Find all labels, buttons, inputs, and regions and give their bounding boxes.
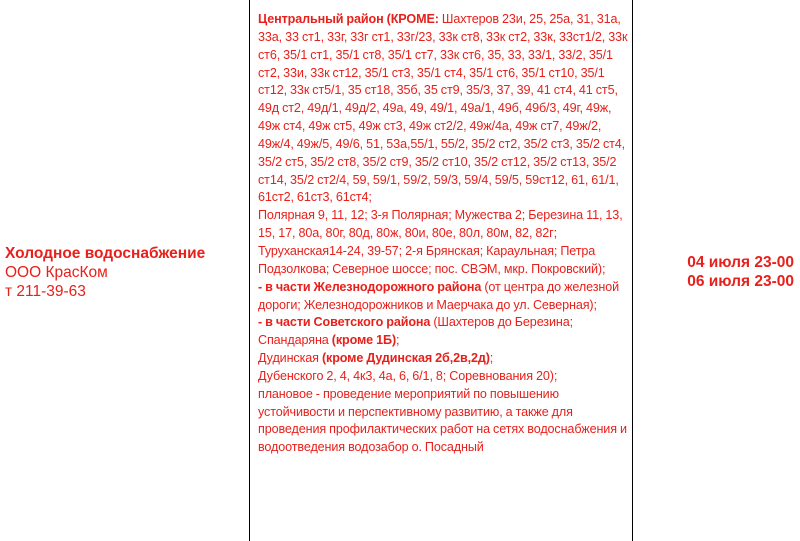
dubenskogo-text: Дубенского 2, 4, 4к3, 4а, 6, 6/1, 8; Соревнования 20); <box>258 368 558 383</box>
dudinskaya-exception: (кроме Дудинская 2б,2в,2д) <box>321 351 490 366</box>
service-phone: т 211-39-63 <box>5 283 86 300</box>
polar-addresses: Полярная 9, 11, 12; 3-я Полярная; Мужества 2; Березина 11, 13, 15, 17, 80а, 80г, 80д, 80ж, 80и, 80е, 80л, 80м, 82, 82г; Туруханская14-24, 39-57; 2-я Брянская; Караульная; Петра Подзолкова; Северное шоссе; пос. СВЭМ, мкр. Покровский); <box>258 208 623 276</box>
dudinskaya-end: ; <box>489 351 494 366</box>
central-district-addresses: Шахтеров 23и, 25, 25а, 31, 31а, 33а, 33 ст1, 33г, 33г ст1, 33г/23, 33к ст8, 33к ст2, 33к, 33ст1/2, 33к ст6, 35/1 ст1, 35/1 ст8, 35/1 ст7, 33к ст6, 35, 33, 33/1, 33/2, 35/1 ст2, 33и, 33к ст12, 35/1 ст3, 35/1 ст4, 35/1 ст6, 35/1 ст10, 35/1 ст12, 33к ст5/1, 35 ст18, 35б, 35 ст9, 35/3, 37, 39, 41 ст4, 41 ст5, 49д ст2, 49д/1, 49д/2, 49а, 49, 49/1, 49а/1, 49б, 49б/3, 49г, 49ж, 49ж ст4, 49ж ст5, 49ж ст3, 49ж ст2/2, 49ж/4а, 49ж ст7, 49ж/2, 49ж/4, 49ж/5, 49/6, 51, 53а,55/1, 55/2, 35/2 ст2, 35/2 ст3, 35/2 ст4, 35/2 ст5, 35/2 ст8, 35/2 ст9, 35/2 ст10, 35/2 ст12, 35/2 ст13, 35/2 ст14, 35/2 ст2/4, 59, 59/1, 59/2, 59/3, 59/4, 59/5, 59ст12, 61, 61/1, 61ст2, 61ст3, 61ст4; <box>258 12 628 205</box>
service-title: Холодное водоснабжение <box>5 245 206 262</box>
central-district-label: Центральный район (КРОМЕ: <box>258 12 439 26</box>
column-divider-left <box>249 0 250 541</box>
service-cell <box>5 244 245 301</box>
planned-reason: плановое - проведение мероприятий по повышению устойчивости и перспективному развитию, а также для проведения профилактических работ на сетях водоснабжения и водоотведения водозабор о. Посадный <box>258 386 627 455</box>
service-company: ООО КрасКом <box>5 264 108 281</box>
zheleznodorozhny-text: (от центра до железной дороги; Железнодорожников и Маерчака до ул. Северная); <box>258 279 620 312</box>
end-date: 06 июля 23-00 <box>687 273 794 290</box>
start-date: 04 июля 23-00 <box>687 254 794 271</box>
sovetsky-text: (Шахтеров до Березина; Спандаряна <box>258 315 573 348</box>
description-cell <box>258 11 633 457</box>
dudinskaya-text: Дудинская <box>258 351 322 366</box>
sovetsky-exception: (кроме 1Б) <box>331 333 397 348</box>
dates-cell <box>636 253 794 291</box>
sovetsky-label: - в части Советского района <box>258 315 431 330</box>
zheleznodorozhny-label: - в части Железнодорожного района <box>258 279 482 294</box>
sovetsky-end: ; <box>396 333 400 348</box>
